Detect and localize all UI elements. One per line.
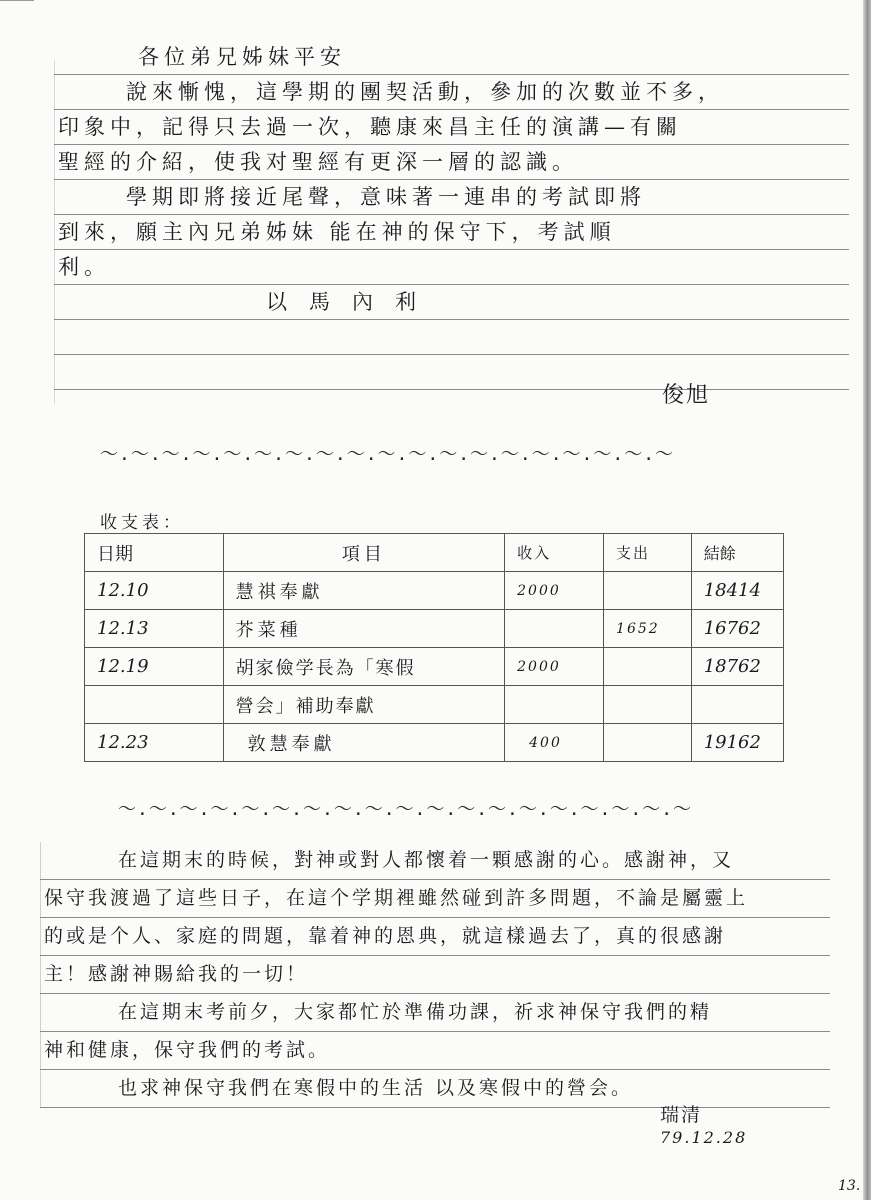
signature-1: 俊旭 [662,383,711,408]
table-row-continuation [85,686,784,724]
cell-date [85,686,224,724]
table-row [85,724,784,762]
ledger-table [84,533,784,762]
letter-line: 神和健康，保守我們的考試。 [40,1032,830,1070]
cell-date: 12.23 [85,724,224,762]
wavy-divider: 〜.〜.〜.〜.〜.〜.〜.〜.〜.〜.〜.〜.〜.〜.〜.〜.〜.〜.〜 [118,799,693,820]
cell-item: 營会」補助奉獻 [223,686,505,724]
table-header-row [85,534,784,572]
greeting: 各位弟兄姊妹平安 [54,40,849,75]
wavy-divider: 〜.〜.〜.〜.〜.〜.〜.〜.〜.〜.〜.〜.〜.〜.〜.〜.〜.〜.〜 [100,444,675,465]
letter-line: 在這期末的時候，對神或對人都懷着一顆感謝的心。感謝神，又 [40,842,830,880]
blank-line [54,320,849,355]
cell-balance [691,686,783,724]
signature-2: 瑞清 [660,1104,703,1126]
letter-line: 保守我渡過了這些日子，在這个学期裡雖然碰到許多問題，不論是屬靈上 [40,880,830,918]
ledger-title: 收支表： [100,513,184,533]
letter-line: 學期即將接近尾聲，意味著一連串的考試即將 [54,180,849,215]
cell-date: 12.13 [85,610,224,648]
letter-line: 也求神保守我們在寒假中的生活 以及寒假中的營会。 [40,1070,830,1108]
cell-date: 12.10 [85,572,224,610]
cell-date: 12.19 [85,648,224,686]
letter-line: 說來慚愧，這學期的團契活動，參加的次數並不多， [54,75,849,110]
table-row [85,572,784,610]
table-row [85,648,784,686]
cell-expense [604,724,692,762]
cell-item: 芥菜種 [223,610,505,648]
header-balance: 結餘 [691,534,783,572]
letter-line: 在這期末考前夕，大家都忙於準備功課，祈求神保守我們的精 [40,994,830,1032]
cell-income [505,686,604,724]
header-item: 項目 [223,534,505,572]
cell-balance: 19162 [691,724,783,762]
cell-expense [604,686,692,724]
letter-2 [40,842,830,1108]
header-date: 日期 [85,534,224,572]
cell-balance: 16762 [691,610,783,648]
letter-line: 印象中，記得只去過一次，聽康來昌主任的演講—有關 [54,110,849,145]
letter-date: 79.12.28 [660,1128,748,1147]
letter-1 [54,40,849,390]
letter-line: 利。 [54,250,849,285]
cell-item: 敦慧奉獻 [223,724,505,762]
binding-spine [863,0,871,1200]
letter-line: 到來，願主內兄弟姊妹 能在神的保守下，考試順 [54,215,849,250]
cell-item: 胡家儉学長為「寒假 [223,648,505,686]
letter-line: 聖經的介紹，使我对聖經有更深一層的認識。 [54,145,849,180]
header-expense: 支出 [604,534,692,572]
cell-expense [604,572,692,610]
letter-line: 的或是个人、家庭的問題，靠着神的恩典，就這樣過去了，真的很感謝 [40,918,830,956]
blank-line [54,355,849,390]
page-number: 13. [838,1178,861,1194]
scan-edge-mark [0,0,34,1]
table-row [85,610,784,648]
cell-income [505,610,604,648]
header-income: 收入 [505,534,604,572]
cell-income: 2000 [505,572,604,610]
cell-item: 慧祺奉獻 [223,572,505,610]
cell-expense: 1652 [604,610,692,648]
cell-income: 2000 [505,648,604,686]
cell-expense [604,648,692,686]
letter-line: 主！感謝神賜給我的一切！ [40,956,830,994]
closing-blessing: 以馬內利 [54,285,849,320]
cell-balance: 18762 [691,648,783,686]
cell-income: 400 [505,724,604,762]
cell-balance: 18414 [691,572,783,610]
